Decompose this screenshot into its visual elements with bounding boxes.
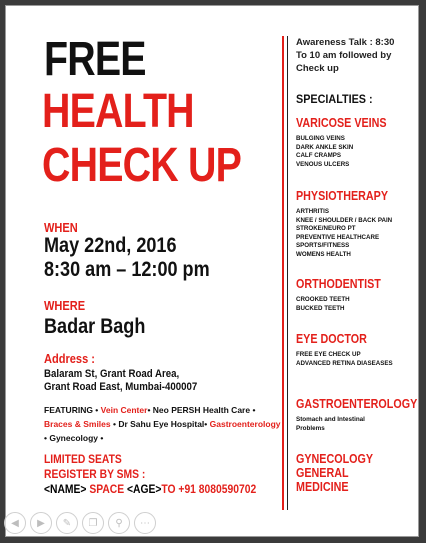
sms-age: <AGE> (126, 482, 162, 496)
specialties-heading: SPECIALTIES : (296, 92, 373, 106)
flyer-page (6, 6, 418, 536)
address-label: Address : (44, 351, 95, 366)
featuring-list (44, 403, 284, 445)
specialty-item: CALF CRAMPS (296, 152, 342, 159)
specialty-varicose (296, 116, 414, 169)
specialty-physiotherapy (296, 189, 414, 259)
divider-red (282, 36, 284, 510)
specialty-item: VENOUS ULCERS (296, 160, 350, 168)
specialty-title: EYE DOCTOR (296, 332, 367, 346)
where-label: WHERE (44, 298, 86, 313)
specialty-title: ORTHODENTIST (296, 277, 381, 291)
copy-icon[interactable]: ❐ (82, 512, 104, 534)
awareness-talk (296, 36, 414, 75)
featuring-item: • Dr Sahu Eye Hospital• (110, 419, 210, 429)
title-health: HEALTH (42, 85, 194, 138)
awareness-line: Awareness Talk : 8:30 (296, 37, 395, 48)
specialty-gastroenterology (296, 397, 418, 433)
specialty-item: ARTHRITIS (296, 208, 329, 215)
specialty-item: WOMENS HEALTH (296, 250, 351, 258)
sms-name: <NAME> (44, 482, 87, 496)
specialty-title: GASTROENTEROLOGY (296, 397, 418, 411)
specialty-item: SPORTS/FITNESS (296, 242, 350, 249)
venue-name: Badar Bagh (44, 315, 146, 338)
address-line-1: Balaram St, Grant Road Area, (44, 368, 180, 380)
divider-dark (287, 36, 288, 510)
back-icon[interactable]: ◀ (4, 512, 26, 534)
specialty-item: BUCKED TEETH (296, 304, 345, 312)
specialty-title: GYNECOLOGY (296, 452, 374, 466)
sms-instructions (44, 482, 256, 496)
event-date: May 22nd, 2016 (44, 234, 177, 257)
sms-to: TO (161, 482, 179, 496)
more-icon[interactable]: ⋯ (134, 512, 156, 534)
pen-icon[interactable]: ✎ (56, 512, 78, 534)
awareness-line: To 10 am followed by (296, 50, 392, 61)
specialty-item: Problems (296, 424, 325, 432)
specialty-item: FREE EYE CHECK UP (296, 351, 361, 358)
specialty-item: PREVENTIVE HEALTHCARE (296, 233, 380, 241)
limited-seats-label: LIMITED SEATS (44, 452, 122, 466)
featuring-item: Gastroenterology (209, 419, 281, 429)
specialty-item: BULGING VEINS (296, 135, 345, 142)
specialty-item: STROKE/NEURO PT (296, 225, 356, 232)
featuring-item: • Gynecology • (44, 433, 104, 443)
event-time: 8:30 am – 12:00 pm (44, 258, 210, 281)
title-check-up: CHECK UP (42, 139, 242, 192)
specialty-title: PHYSIOTHERAPY (296, 189, 388, 203)
specialty-title: MEDICINE (296, 480, 349, 494)
sms-space: SPACE (86, 482, 127, 496)
sms-number: +91 8080590702 (178, 482, 257, 496)
viewer-toolbar (4, 512, 156, 534)
specialty-item: ADVANCED RETINA DIASEASES (296, 359, 393, 367)
zoom-icon[interactable]: ⚲ (108, 512, 130, 534)
when-label: WHEN (44, 220, 78, 235)
awareness-line: Check up (296, 63, 339, 74)
specialty-gynecology (296, 452, 414, 494)
title-free: FREE (44, 33, 146, 86)
specialty-orthodentist (296, 277, 414, 313)
specialty-item: KNEE / SHOULDER / BACK PAIN (296, 216, 393, 224)
specialty-item: CROOKED TEETH (296, 296, 350, 303)
featuring-item: • Neo PERSH Health Care • (147, 405, 256, 415)
featuring-label: FEATURING • (44, 405, 101, 415)
specialty-title: VARICOSE VEINS (296, 116, 387, 130)
specialty-title: GENERAL (296, 466, 349, 480)
address-line-2: Grant Road East, Mumbai-400007 (44, 381, 198, 393)
specialty-item: Stomach and Intestinal (296, 416, 365, 423)
featuring-item: Braces & Smiles (44, 419, 111, 429)
register-sms-label: REGISTER BY SMS : (44, 467, 146, 481)
specialty-eye-doctor (296, 332, 414, 368)
featuring-item: Vein Center (100, 405, 148, 415)
forward-icon[interactable]: ▶ (30, 512, 52, 534)
specialty-item: DARK ANKLE SKIN (296, 143, 354, 151)
